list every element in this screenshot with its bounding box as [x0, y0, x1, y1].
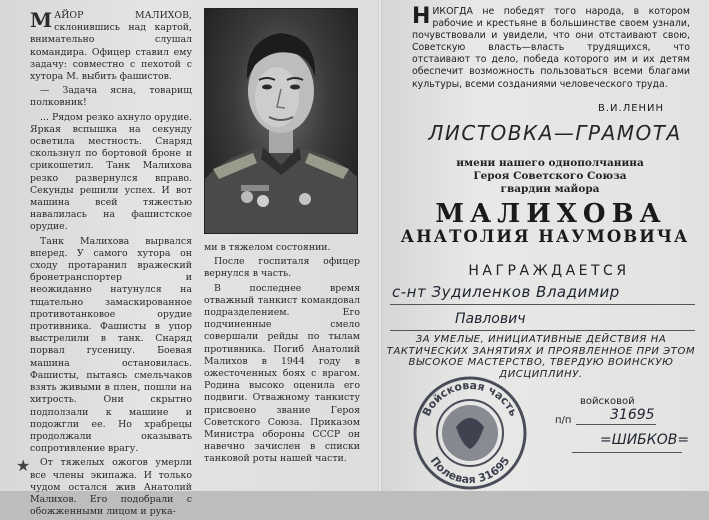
commander-signature: =ШИБКОВ=: [600, 432, 690, 448]
recipient-line: [390, 304, 695, 305]
merit-text: ЗА УМЕЛЫЕ, ИНИЦИАТИВНЫЕ ДЕЙСТВИЯ НА ТАКТИЧЕСКИХ ЗАНЯТИЯХ И ПРОЯВЛЕННОЕ ПРИ ЭТОМ ВЫСОКОЕ МАСТЕРСТВО, ТВЕРДУЮ ВОИНСКУЮ ДИСЦИПЛИНУ.: [386, 334, 696, 380]
story-paragraph: — Задача ясна, товарищ полковник!: [30, 85, 192, 109]
story-column-2: [204, 242, 360, 468]
story-column-1: [30, 10, 192, 520]
hero-portrait-photo: [204, 8, 358, 234]
dropcap: М: [30, 8, 53, 32]
unit-label: войсковой: [580, 396, 635, 407]
stamp-bottom-text: Полевая 31695: [427, 454, 513, 487]
story-paragraph: ми в тяжелом состоянии.: [204, 242, 331, 253]
awarded-heading: НАГРАЖДАЕТСЯ: [468, 263, 630, 279]
stamp-ring-text: Войсковая часть: [419, 378, 521, 419]
story-paragraph: После госпиталя офицер вернулся в часть.: [204, 256, 360, 280]
dropcap: Н: [412, 4, 431, 29]
signature-line: [572, 452, 682, 453]
signature-line: [576, 424, 656, 425]
diploma-title: ЛИСТОВКА—ГРАМОТА: [428, 121, 682, 145]
page-fold: [378, 0, 382, 491]
story-paragraph: ... Рядом резко ахнуло орудие. Яркая вспышка на секунду осветила местность. Снаряд скользнул по бортовой броне и срикошетил. Танк Малихова резко развернулся вправо. Секунды решили успех. И вот машина всей тяжестью навалилась на фашистское орудие.: [30, 111, 192, 233]
unit-label: п/п: [555, 415, 572, 426]
recipient-name: с-нт Зудиленков Владимир: [392, 283, 620, 301]
lenin-quote: [412, 6, 690, 91]
recipient-patronymic: Павлович: [455, 311, 526, 327]
quote-text: ИКОГДА не победят того народа, в котором рабочие и крестьяне в большинстве своем узнали, почувствовали и увидели, что они отстаивают свою, Советскую власть—власть трудящихся, что отстаивают то дело, победа которого им и их детям обеспечит возможность пользоваться всеми благами культуры, всеми созданиями человеческого труда.: [412, 6, 690, 90]
diploma-subtitle: Героя Советского Союза: [473, 170, 627, 182]
diploma-subtitle: имени нашего однополчанина: [456, 157, 644, 169]
hero-given-names: АНАТОЛИЯ НАУМОВИЧА: [400, 227, 690, 246]
star-icon: ★: [16, 456, 31, 475]
portrait-illustration: [205, 9, 357, 233]
story-paragraph: АЙОР МАЛИХОВ, склонившись над картой, внимательно слушал командира. Офицер ставил ему задачу: совместно с пехотой с хутора М. выбить фашистов.: [30, 10, 192, 83]
recipient-line: [390, 330, 695, 331]
story-paragraph: От тяжелых ожогов умерли все члены экипажа. И только чудом остался жив Анатолий Малихов. Его подобрали с обожженными лицом и рука-: [30, 457, 192, 518]
hero-surname: МАЛИХОВА: [435, 199, 667, 229]
story-paragraph: Танк Малихова вырвался вперед. У самого хутора он сходу протаранил вражеский бронетранспортер и неожиданно натунулся на тщательно замаскированное противотанковое орудие противника. Фашисты в упор выстрелили в танк. Снаряд порвал гусеницу. Боевая машина остановилась. Фашисты, пытаясь смельчаков взять живыми в плен, пошли на хитрость. Они скрытно подползали к машине и подожгли ее. Но храбрецы продолжали оказывать сопротивление врагу.: [30, 235, 192, 455]
diploma-subtitle: гвардии майора: [500, 183, 600, 195]
quote-author: В.И.ЛЕНИН: [598, 103, 665, 114]
unit-number: 31695: [610, 407, 655, 423]
story-paragraph: В последнее время отважный танкист командовал подразделением. Его подчиненные смело совершали рейды по тылам противника. Погиб Анатолий Малихов в 1944 году в ожесточенных боях с врагом. Родина высоко оценила его подвиги. Отважному танкисту присвоено звание Героя Советского Союза. Приказом Министра обороны СССР он навечно зачислен в списки танковой роты нашей части.: [204, 282, 360, 465]
official-stamp: [412, 375, 528, 491]
